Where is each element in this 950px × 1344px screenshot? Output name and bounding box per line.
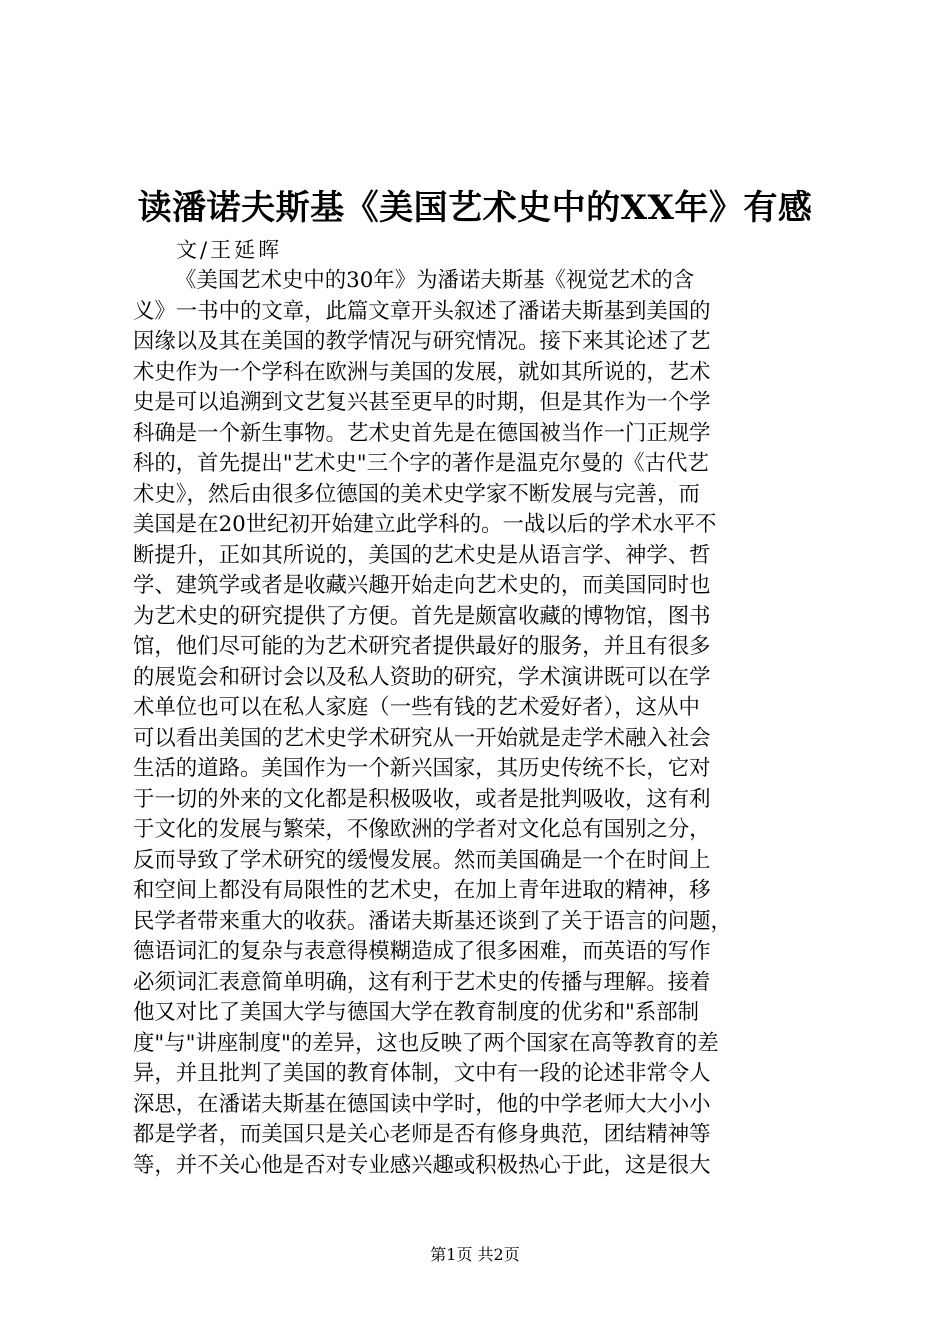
body-line: 生活的道路。美国作为一个新兴国家，其历史传统不长，它对 bbox=[133, 756, 711, 781]
body-line: 等，并不关心他是否对专业感兴趣或积极热心于此，这是很大 bbox=[133, 1152, 711, 1178]
body-line: 术史作为一个学科在欧洲与美国的发展，就如其所说的，艺术 bbox=[133, 359, 711, 385]
body-line: 他又对比了美国大学与德国大学在教育制度的优劣和"系部制 bbox=[133, 1000, 699, 1025]
body-line: 的展览会和研讨会以及私人资助的研究，学术演讲既可以在学 bbox=[133, 664, 711, 690]
body-line: 必须词汇表意简单明确，这有利于艺术史的传播与理解。接着 bbox=[133, 969, 711, 995]
body-line: 因缘以及其在美国的教学情况与研究情况。接下来其论述了艺 bbox=[133, 329, 711, 354]
document-title: 读潘诺夫斯基《美国艺术史中的XX年》有感 bbox=[137, 188, 813, 228]
body-line: 史是可以追溯到文艺复兴甚至更早的时期，但是其作为一个学 bbox=[133, 390, 711, 415]
body-line: 民学者带来重大的收获。潘诺夫斯基还谈到了关于语言的问题， bbox=[133, 908, 732, 934]
body-line: 都是学者，而美国只是关心老师是否有修身典范，团结精神等 bbox=[133, 1122, 711, 1147]
page-footer: 第1页 共2页 bbox=[430, 1245, 520, 1264]
body-line: 和空间上都没有局限性的艺术史，在加上青年进取的精神，移 bbox=[133, 878, 711, 903]
body-line: 可以看出美国的艺术史学术研究从一开始就是走学术融入社会 bbox=[133, 725, 711, 751]
author-byline: 文/王延晖 bbox=[176, 238, 283, 262]
body-line: 于一切的外来的文化都是积极吸收，或者是批判吸收，这有利 bbox=[133, 786, 711, 812]
body-line: 断提升，正如其所说的，美国的艺术史是从语言学、神学、哲 bbox=[133, 542, 711, 568]
body-line: 义》一书中的文章，此篇文章开头叙述了潘诺夫斯基到美国的 bbox=[133, 298, 711, 324]
body-line: 德语词汇的复杂与表意得模糊造成了很多困难，而英语的写作 bbox=[133, 939, 711, 964]
body-line: 《美国艺术史中的30年》为潘诺夫斯基《视觉艺术的含 bbox=[175, 268, 695, 293]
body-line: 术史》，然后由很多位德国的美术史学家不断发展与完善，而 bbox=[133, 481, 700, 507]
body-line: 于文化的发展与繁荣，不像欧洲的学者对文化总有国别之分， bbox=[133, 817, 711, 842]
body-line: 馆，他们尽可能的为艺术研究者提供最好的服务，并且有很多 bbox=[133, 634, 711, 659]
body-line: 度"与"讲座制度"的差异，这也反映了两个国家在高等教育的差 bbox=[133, 1030, 719, 1056]
body-line: 反而导致了学术研究的缓慢发展。然而美国确是一个在时间上 bbox=[133, 847, 711, 873]
body-line: 学、建筑学或者是收藏兴趣开始走向艺术史的，而美国同时也 bbox=[133, 573, 711, 598]
body-line: 为艺术史的研究提供了方便。首先是颇富收藏的博物馆，图书 bbox=[133, 603, 711, 629]
body-line: 深思，在潘诺夫斯基在德国读中学时，他的中学老师大大小小 bbox=[133, 1091, 711, 1117]
body-text bbox=[133, 266, 833, 1181]
body-line: 异，并且批判了美国的教育体制，文中有一段的论述非常令人 bbox=[133, 1061, 711, 1086]
body-line: 术单位也可以在私人家庭（一些有钱的艺术爱好者），这从中 bbox=[133, 695, 700, 720]
body-line: 科确是一个新生事物。艺术史首先是在德国被当作一门正规学 bbox=[133, 420, 711, 446]
body-line: 科的，首先提出"艺术史"三个字的著作是温克尔曼的《古代艺 bbox=[133, 451, 709, 476]
body-line: 美国是在20世纪初开始建立此学科的。一战以后的学术水平不 bbox=[133, 512, 717, 537]
